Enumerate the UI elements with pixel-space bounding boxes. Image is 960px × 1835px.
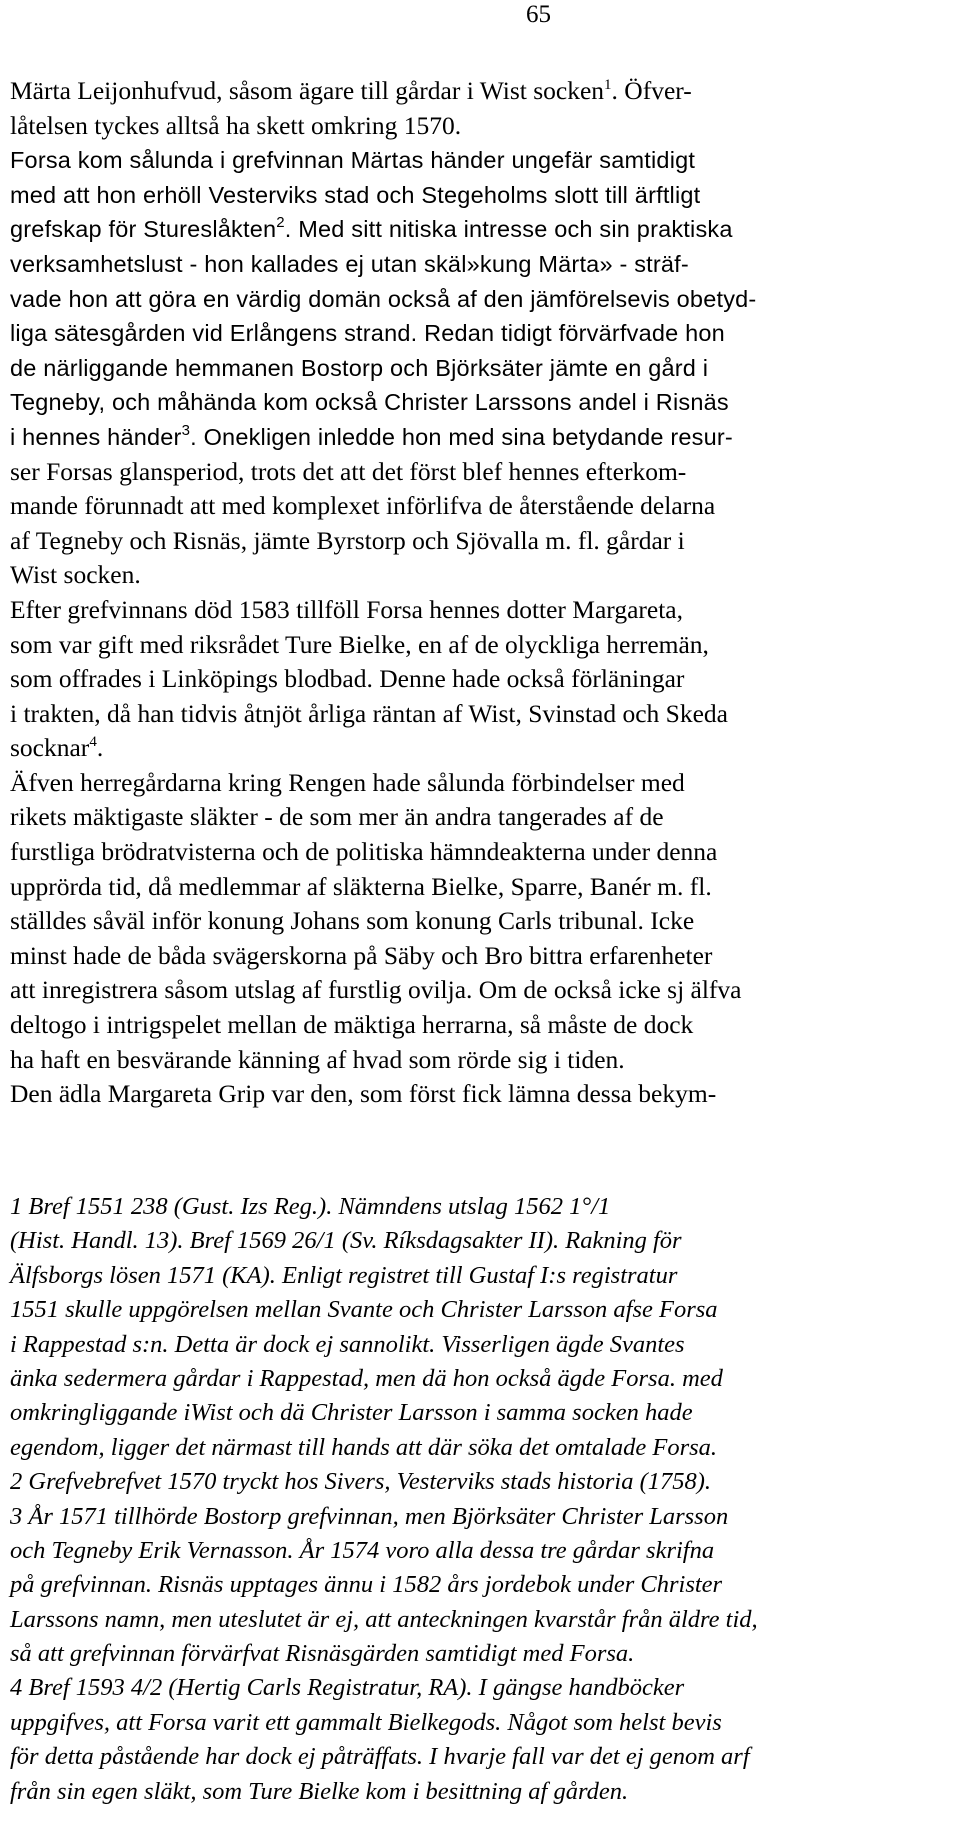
body-line <box>10 316 955 351</box>
body-line <box>10 662 955 697</box>
body-line-text: med att hon erhöll Vesterviks stad och Stegeholms slott till ärftligt <box>10 181 701 208</box>
body-line <box>10 247 955 282</box>
body-line-text: Tegneby, och måhända kom också Christer Larssons andel i Risnäs <box>10 389 729 416</box>
body-line-text: af Tegneby och Risnäs, jämte Byrstorp och Sjövalla m. fl. gårdar i <box>10 525 685 555</box>
footnote-reference: 3 <box>181 421 191 439</box>
footnote-line: (Hist. Handl. 13). Bref 1569 26/1 (Sv. Ríksdagsakter II). Rakning för <box>10 1227 682 1255</box>
footnote-line: 2 Grefvebrefvet 1570 tryckt hos Sivers, Vesterviks stads historia (1758). <box>10 1468 712 1496</box>
footnote-line: 1 Bref 1551 238 (Gust. Izs Reg.). Nämndens utslag 1562 1°/1 <box>10 1193 611 1220</box>
body-line <box>10 351 955 386</box>
body-line <box>10 1043 955 1078</box>
body-line-text: minst hade de båda svägerskorna på Säby och Bro bittra erfarenheter <box>10 940 713 970</box>
body-line-text: Märta Leijonhufvud, såsom ägare till gårdar i Wist socken <box>10 76 605 105</box>
body-line <box>10 109 955 144</box>
body-line-text: i trakten, då han tidvis åtnjöt årliga räntan af Wist, Svinstad och Skeda <box>10 698 728 728</box>
body-line-text: Den ädla Margareta Grip var den, som först fick lämna dessa bekym- <box>10 1079 717 1109</box>
footnote-line: för detta påstående har dock ej påträffats. I hvarje fall var det ej genom arf <box>10 1743 750 1771</box>
body-line-text: rikets mäktigaste släkter - de som mer än andra tangerades af de <box>10 802 664 832</box>
body-line-text: ser Forsas glansperiod, trots det att det först blef hennes efterkom- <box>10 456 687 486</box>
body-line <box>10 800 955 835</box>
body-line <box>10 1008 955 1043</box>
body-text <box>10 74 955 1112</box>
body-line <box>10 904 955 939</box>
footnote-line: Larssons namn, men uteslutet är ej, att anteckningen kvarstår från äldre tid, <box>10 1605 758 1633</box>
footnote-line: uppgifves, att Forsa varit ett gammalt Bielkegods. Något som helst bevis <box>10 1708 722 1736</box>
body-line-text: Wist socken. <box>10 560 141 590</box>
body-line-text: att inregistrera såsom utslag af furstlig ovilja. Om de också icke sj älfva <box>10 975 742 1005</box>
footnote-line: omkringliggande iWist och dä Christer Larsson i samma socken hade <box>10 1399 693 1427</box>
body-line-text: Efter grefvinnans död 1583 tillföll Forsa hennes dotter Margareta, <box>10 594 683 624</box>
body-line <box>10 835 955 870</box>
footnotes <box>10 1190 955 1809</box>
body-line-text: upprörda tid, då medlemmar af släkterna Bielke, Sparre, Banér m. fl. <box>10 871 712 901</box>
body-line <box>10 973 955 1008</box>
body-line-text: Äfven herregårdarna kring Rengen hade sålunda förbindelser med <box>10 767 685 797</box>
body-line-text: i hennes händer <box>10 423 182 450</box>
body-line <box>10 420 955 455</box>
body-line <box>10 731 955 766</box>
body-line-text: Forsa kom sålunda i grefvinnan Märtas händer ungefär samtidigt <box>10 147 696 174</box>
page-number: 65 <box>526 1 551 28</box>
footnote-line: änka sedermera gårdar i Rappestad, men dä hon också ägde Forsa. med <box>10 1364 723 1392</box>
footnote-line: 4 Bref 1593 4/2 (Hertig Carls Registratur, RA). I gängse handböcker <box>10 1674 685 1702</box>
body-line <box>10 455 955 490</box>
body-line <box>10 212 955 247</box>
body-line-text: låtelsen tyckes alltså ha skett omkring 1570. <box>10 110 462 140</box>
footnote-reference: 2 <box>276 214 285 232</box>
body-line <box>10 74 955 109</box>
body-line-text: deltogo i intrigspelet mellan de mäktiga herrarna, så måste de dock <box>10 1010 694 1040</box>
footnote-reference: 4 <box>89 734 97 751</box>
body-line <box>10 143 955 178</box>
body-line <box>10 558 955 593</box>
footnote-line: Älfsborgs lösen 1571 (KA). Enligt registret till Gustaf I:s registratur <box>10 1261 678 1289</box>
body-line <box>10 766 955 801</box>
footnote-line: egendom, ligger det närmast till hands att där söka det omtalade Forsa. <box>10 1433 718 1461</box>
body-line <box>10 697 955 732</box>
body-line <box>10 178 955 213</box>
body-line-text-after: . Med sitt nitiska intresse och sin praktiska <box>284 216 733 243</box>
body-line-text: vade hon att göra en värdig domän också af den jämförelsevis obetyd- <box>10 285 757 312</box>
body-line-text: liga sätesgården vid Erlångens strand. Redan tidigt förvärfvade hon <box>10 320 725 347</box>
footnote-line: från sin egen släkt, som Ture Bielke kom i besittning af gården. <box>10 1777 629 1805</box>
body-line-text: furstliga brödratvisterna och de politiska hämndeakterna under denna <box>10 837 718 867</box>
body-line-text: ställdes såväl inför konung Johans som konung Carls tribunal. Icke <box>10 906 695 936</box>
body-line-text: som offrades i Linköpings blodbad. Denne hade också förläningar <box>10 664 685 694</box>
body-line <box>10 524 955 559</box>
footnote-line: på grefvinnan. Risnäs upptages ännu i 1582 års jordebok under Christer <box>10 1571 723 1599</box>
body-line-text: verksamhetslust - hon kallades ej utan skäl»kung Märta» - sträf- <box>10 250 689 277</box>
body-line <box>10 1077 955 1112</box>
body-line-text: ha haft en besvärande känning af hvad som rörde sig i tiden. <box>10 1044 625 1074</box>
body-line <box>10 939 955 974</box>
body-line <box>10 870 955 905</box>
body-line-text-after: . <box>96 733 104 763</box>
body-line <box>10 385 955 420</box>
body-line-text: socknar <box>10 733 90 763</box>
footnote-line: så att grefvinnan förvärfvat Risnäsgärden samtidigt med Forsa. <box>10 1640 635 1668</box>
footnote-line: 3 År 1571 tillhörde Bostorp grefvinnan, men Björksäter Christer Larsson <box>10 1502 729 1530</box>
body-line <box>10 628 955 663</box>
body-line <box>10 489 955 524</box>
body-line-text: mande förunnadt att med komplexet införlifva de återstående delarna <box>10 491 716 521</box>
body-line-text-after: . Öfver- <box>611 76 692 105</box>
body-line-text: som var gift med riksrådet Ture Bielke, en af de olyckliga herremän, <box>10 629 709 659</box>
body-line-text: de närliggande hemmanen Bostorp och Björksäter jämte en gård i <box>10 354 709 381</box>
footnote-reference: 1 <box>604 77 612 93</box>
footnote-line: 1551 skulle uppgörelsen mellan Svante och Christer Larsson afse Forsa <box>10 1296 718 1324</box>
body-line-text: grefskap för Stureslåkten <box>10 216 277 243</box>
body-line <box>10 282 955 317</box>
footnote-line: och Tegneby Erik Vernasson. År 1574 voro alla dessa tre gårdar skrifna <box>10 1536 715 1564</box>
footnote-line: i Rappestad s:n. Detta är dock ej sannolikt. Visserligen ägde Svantes <box>10 1330 685 1358</box>
body-line <box>10 593 955 628</box>
body-line-text-after: . Onekligen inledde hon med sina betydande resur- <box>190 423 733 450</box>
